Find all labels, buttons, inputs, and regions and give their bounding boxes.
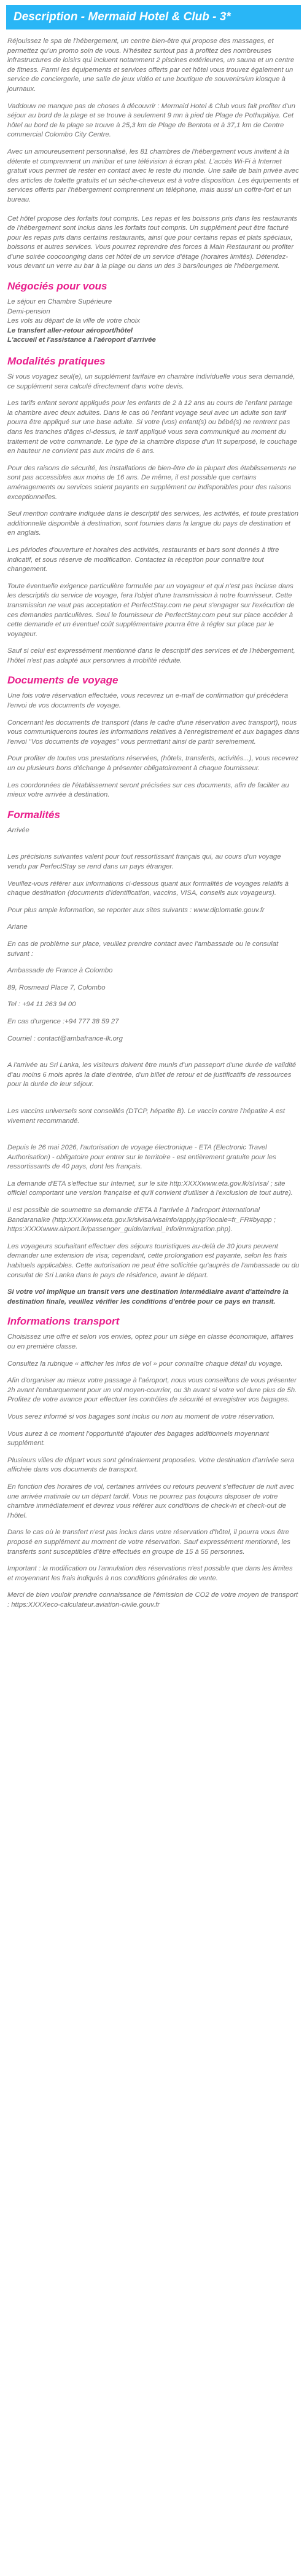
embassy-name: Ambassade de France à Colombo bbox=[7, 967, 113, 975]
section-heading-documents: Documents de voyage bbox=[7, 674, 119, 687]
formalities-paragraph: En cas de problème sur place, veuillez prendre contact avec l'ambassade ou le consulat suivant : bbox=[7, 940, 279, 958]
formalities-paragraph: Depuis le 26 mai 2026, l'autorisation de voyage électronique - ETA (Electronic Travel Authorisation) - obligatoire pour entrer sur le territoire - est entièrement gratuite pour les ressortissants de 40 pays, dont les français. bbox=[7, 1144, 276, 1171]
embassy-email: Courriel : contact@ambafrance-lk.org bbox=[7, 1034, 123, 1042]
practical-paragraph: Pour des raisons de sécurité, les installations de bien-être de la plupart des établissements ne sont pas accessibles aux moins de 16 ans. De même, il est possible que certains aménagements ou services soient payants en supplément ou indisponibles pour des raisons exceptionnelles. bbox=[7, 464, 297, 501]
section-heading-formalities: Formalités bbox=[7, 808, 60, 821]
formalities-paragraph: Veuillez-vous référer aux informations ci-dessous quant aux formalités de voyages relatifs à chaque destination (documents d'identification, vaccins, VISA, conseils aux voyageurs). bbox=[7, 880, 289, 897]
practical-paragraph: Sauf si celui est expressément mentionné dans le descriptif des services et de l'hébergement, l'hôtel n'est pas adapté aux personnes à mobilité réduite. bbox=[7, 647, 295, 664]
formalities-paragraph: La demande d'ETA s'effectue sur Internet, sur le site http:XXXXwww.eta.gov.lk/slvisa/ ; site officiel comportant une version française et qu'il convient d'utiliser à l'exclusion de tout autre). bbox=[7, 1180, 293, 1197]
transport-paragraph: Dans le cas où le transfert n'est pas inclus dans votre réservation d'hôtel, il pourra vous être proposé en supplément au moment de votre réservation. Sauf expressément mentionné, les transferts sont susceptibles d'être effectués en groupe de 15 à 55 personnes. bbox=[7, 1529, 290, 1556]
documents-paragraph: Concernant les documents de transport (dans le cadre d'une réservation avec transport), nous vous communiquerons toutes les informations relatives à l'enregistrement et aux bagages dans l'envoi "Vos documents de voyages" vous permettant ainsi de partir sereinement. bbox=[7, 719, 300, 746]
section-heading-transport: Informations transport bbox=[7, 1315, 120, 1328]
formalities-paragraph: Pour plus ample information, se reporter aux sites suivants : www.diplomatie.gouv.fr bbox=[7, 906, 265, 914]
transport-paragraph: En fonction des horaires de vol, certaines arrivées ou retours peuvent s'effectuer de nuit avec une arrivée matinale ou un départ tardif. Vous ne pourrez pas toujours disposer de votre chambre immédiatement et devrez vous référer aux conditions de check-in et check-out de l'hôtel. bbox=[7, 1483, 294, 1519]
intro-paragraph: Cet hôtel propose des forfaits tout compris. Les repas et les boissons pris dans les restaurants de l'hébergement sont inclus dans les forfaits tout compris. Un supplément peut être facturé pour les repas pris dans certains restaurants, ainsi que pour certains repas et plats spéciaux, boissons et autres services. Vous pourrez reprendre des forces à Main Restaurant ou profiter d'une soirée coocoonging dans cet hôtel de un service d'étage (horaires limités). Détendez-vous devant un verre au bar à la plage ou dans un des 3 bars/lounges de l'hébergement. bbox=[7, 215, 298, 270]
transport-paragraph: Vous serez informé si vos bagages sont inclus ou non au moment de votre réservation. bbox=[7, 1412, 275, 1420]
list-item: Le séjour en Chambre Supérieure bbox=[7, 298, 112, 306]
formalities-paragraph: Ariane bbox=[7, 923, 28, 931]
list-item: Le transfert aller-retour aéroport/hôtel bbox=[7, 326, 133, 334]
formalities-paragraph: Il est possible de soumettre sa demande d'ETA à l'arrivée à l'aéroport international Bandaranaike (http:XXXXwww.eta.gov.lk/slvisa/visainfo/apply.jsp?locale=fr_FR#byapp ; https:XXXXwww.airport.lk/passenger_guide/arrival_info/immigration.php). bbox=[7, 1207, 276, 1234]
transport-paragraph: Merci de bien vouloir prendre connaissance de l'émission de CO2 de votre moyen de transport : https:XXXXeco-calculateur.aviation-civile.gouv.fr bbox=[7, 1591, 298, 1609]
formalities-subheading: Arrivée bbox=[7, 826, 29, 834]
transport-paragraph: Vous aurez à ce moment l'opportunité d'ajouter des bagages additionnels moyennant supplément. bbox=[7, 1430, 269, 1448]
intro-paragraph: Vaddouw ne manque pas de choses à découvrir : Mermaid Hotel & Club vous fait profiter d'un séjour au bord de la plage et se trouve à seulement 9 mn à pied de Plage de Pothupitiya. Cet hôtel au bord de la plage se trouve à 25,3 km de Plage de Bentota et à 37,1 km de Centre commercial Colombo City Centre. bbox=[7, 102, 295, 139]
page-title: Description - Mermaid Hotel & Club - 3* bbox=[14, 10, 231, 23]
intro-paragraph: Avec un amoureusement personnalisé, les 81 chambres de l'hébergement vous invitent à la détente et comprennent un minibar et une télévision à écran plat. L'accès Wi-Fi à Internet gratuit vous permet de rester en contact avec le reste du monde. Une salle de bain privée avec des articles de toilette gratuits et un sèche-cheveux est à votre disposition. Les équipements et services offerts par l'hébergement comprennent un téléphone, mais aussi un coffre-fort et un bureau. bbox=[7, 148, 299, 203]
documents-paragraph: Les coordonnées de l'établissement seront précisées sur ces documents, afin de faciliter au mieux votre arrivée à destination. bbox=[7, 781, 289, 799]
list-item: L'accueil et l'assistance à l'aéroport d'arrivée bbox=[7, 336, 156, 344]
embassy-address: 89, Rosmead Place 7, Colombo bbox=[7, 983, 106, 991]
section-heading-practical: Modalités pratiques bbox=[7, 355, 106, 368]
embassy-emergency-phone: En cas d'urgence :+94 777 38 59 27 bbox=[7, 1017, 119, 1025]
formalities-paragraph: Les précisions suivantes valent pour tout ressortissant français qui, au cours d'un voyage vendu par PerfectStay se rend dans un pays étranger. bbox=[7, 853, 281, 870]
practical-paragraph: Si vous voyagez seul(e), un supplément tarifaire en chambre individuelle vous sera demandé, ce supplément sera calculé directement dans votre devis. bbox=[7, 373, 295, 390]
list-item: Les vols au départ de la ville de votre choix bbox=[7, 317, 141, 325]
practical-paragraph: Les tarifs enfant seront appliqués pour les enfants de 2 à 12 ans au cours de l'enfant partage la chambre avec deux adultes. Dans le cas où l'enfant voyage seul avec un adulte son tarif pourra être appliqué sur une base adulte. Si votre (vos) enfant(s) ou bébé(s) ne rentrent pas dans les tranches d'âges ci-dessus, le tarif appliqué vous sera communiqué au moment du traitement de votre commande. Le type de la chambre dispose d'un lit superposé, le couchage en hauteur ne convient pas aux moins de 6 ans. bbox=[7, 400, 297, 455]
formalities-paragraph: A l'arrivée au Sri Lanka, les visiteurs doivent être munis d'un passeport d'une durée de validité d'au moins 6 mois après la date d'entrée, d'un billet de retour et de justificatifs de ressources pour la durée de leur séjour. bbox=[7, 1062, 297, 1089]
section-heading-included: Négociés pour vous bbox=[7, 280, 107, 293]
practical-paragraph: Les périodes d'ouverture et horaires des activités, restaurants et bars sont donnés à titre indicatif, et sous réserve de modification. Contactez la réception pour connaître tout changement. bbox=[7, 546, 279, 573]
transport-paragraph: Important : la modification ou l'annulation des réservations n'est possible que dans les limites et moyennant les frais indiqués à nos conditions générales de vente. bbox=[7, 1565, 293, 1582]
list-item: Demi-pension bbox=[7, 307, 50, 315]
transport-paragraph: Afin d'organiser au mieux votre passage à l'aéroport, nous vous conseillons de vous présenter 2h avant l'embarquement pour un vol moyen-courrier, ou 3h avant si votre vol dure plus de 5h. Profitez de votre avance pour effectuer les contrôles de sécurité et enregistrer vos bagages. bbox=[7, 1377, 297, 1404]
included-list bbox=[7, 297, 300, 345]
practical-paragraph: Seul mention contraire indiquée dans le descriptif des services, les activités, et toute prestation additionnelle disponible à destination, sont fournies dans la langue du pays de destination et en anglais. bbox=[7, 510, 299, 537]
transit-note-text: Si votre vol implique un transit vers une destination intermédiaire avant d'atteindre la destination finale, veuillez vérifier les conditions d'entrée pour ce pays en transit. bbox=[7, 1288, 289, 1306]
intro-paragraph: Réjouissez le spa de l'hébergement, un centre bien-être qui propose des massages, et permettez qu'un promo soin de vous. N'hésitez surtout pas à profitez des nombreuses infrastructures de loisirs qui incluent notamment 2 piscines extérieures, un sauna et un centre de fitness. Parmi les équipements et services offerts par cet hôtel vous trouvez également un service de conciergerie, une salle de jeux vidéo et une boutique de souvenirs/un kiosque à journaux. bbox=[7, 37, 295, 93]
transport-paragraph: Choisissez une offre et selon vos envies, optez pour un siège en classe économique, affaires ou en première classe. bbox=[7, 1333, 293, 1350]
documents-paragraph: Une fois votre réservation effectuée, vous recevrez un e-mail de confirmation qui précédera l'envoi de vos documents de voyage. bbox=[7, 692, 289, 710]
description-content bbox=[0, 37, 307, 1610]
transport-paragraph: Consultez la rubrique « afficher les infos de vol » pour connaître chaque détail du voyage. bbox=[7, 1360, 283, 1368]
transport-paragraph: Plusieurs villes de départ vous sont généralement proposées. Votre destination d'arrivée sera affichée dans vos documents de transport. bbox=[7, 1456, 295, 1474]
formalities-paragraph: Les voyageurs souhaitant effectuer des séjours touristiques au-delà de 30 jours peuvent demander une extension de visa; cependant, cette prolongation est payante, selon les frais habituels applicables. Cette autorisation ne peut être sollicitée qu'auprès de l'ambassade ou du consulat de Sri Lanka dans le pays de résidence, avant le départ. bbox=[7, 1242, 300, 1279]
transit-note bbox=[7, 1288, 300, 1307]
title-banner bbox=[6, 5, 301, 30]
practical-paragraph: Toute éventuelle exigence particulière formulée par un voyageur et qui n'est pas incluse dans les descriptifs du service de voyage, fera l'objet d'une transmission à notre fournisseur. Cette transmission ne vaut pas acceptation et PerfectStay.com ne peut s'engager sur l'exécution de ces demandes particulières. Seul le fournisseur de PerfectStay.com peut sur place accéder à cette demande et un éventuel coût supplémentaire pourra être à régler sur place par le voyageur. bbox=[7, 582, 295, 638]
documents-paragraph: Pour profiter de toutes vos prestations réservées, (hôtels, transferts, activités...), vous recevrez un ou plusieurs bons d'échange à présenter obligatoirement à chaque fournisseur. bbox=[7, 755, 299, 773]
formalities-paragraph: Les vaccins universels sont conseillés (DTCP, hépatite B). Le vaccin contre l'hépatite A est vivement recommandé. bbox=[7, 1107, 285, 1125]
embassy-phone: Tel : +94 11 263 94 00 bbox=[7, 1001, 76, 1009]
page bbox=[0, 5, 307, 1610]
